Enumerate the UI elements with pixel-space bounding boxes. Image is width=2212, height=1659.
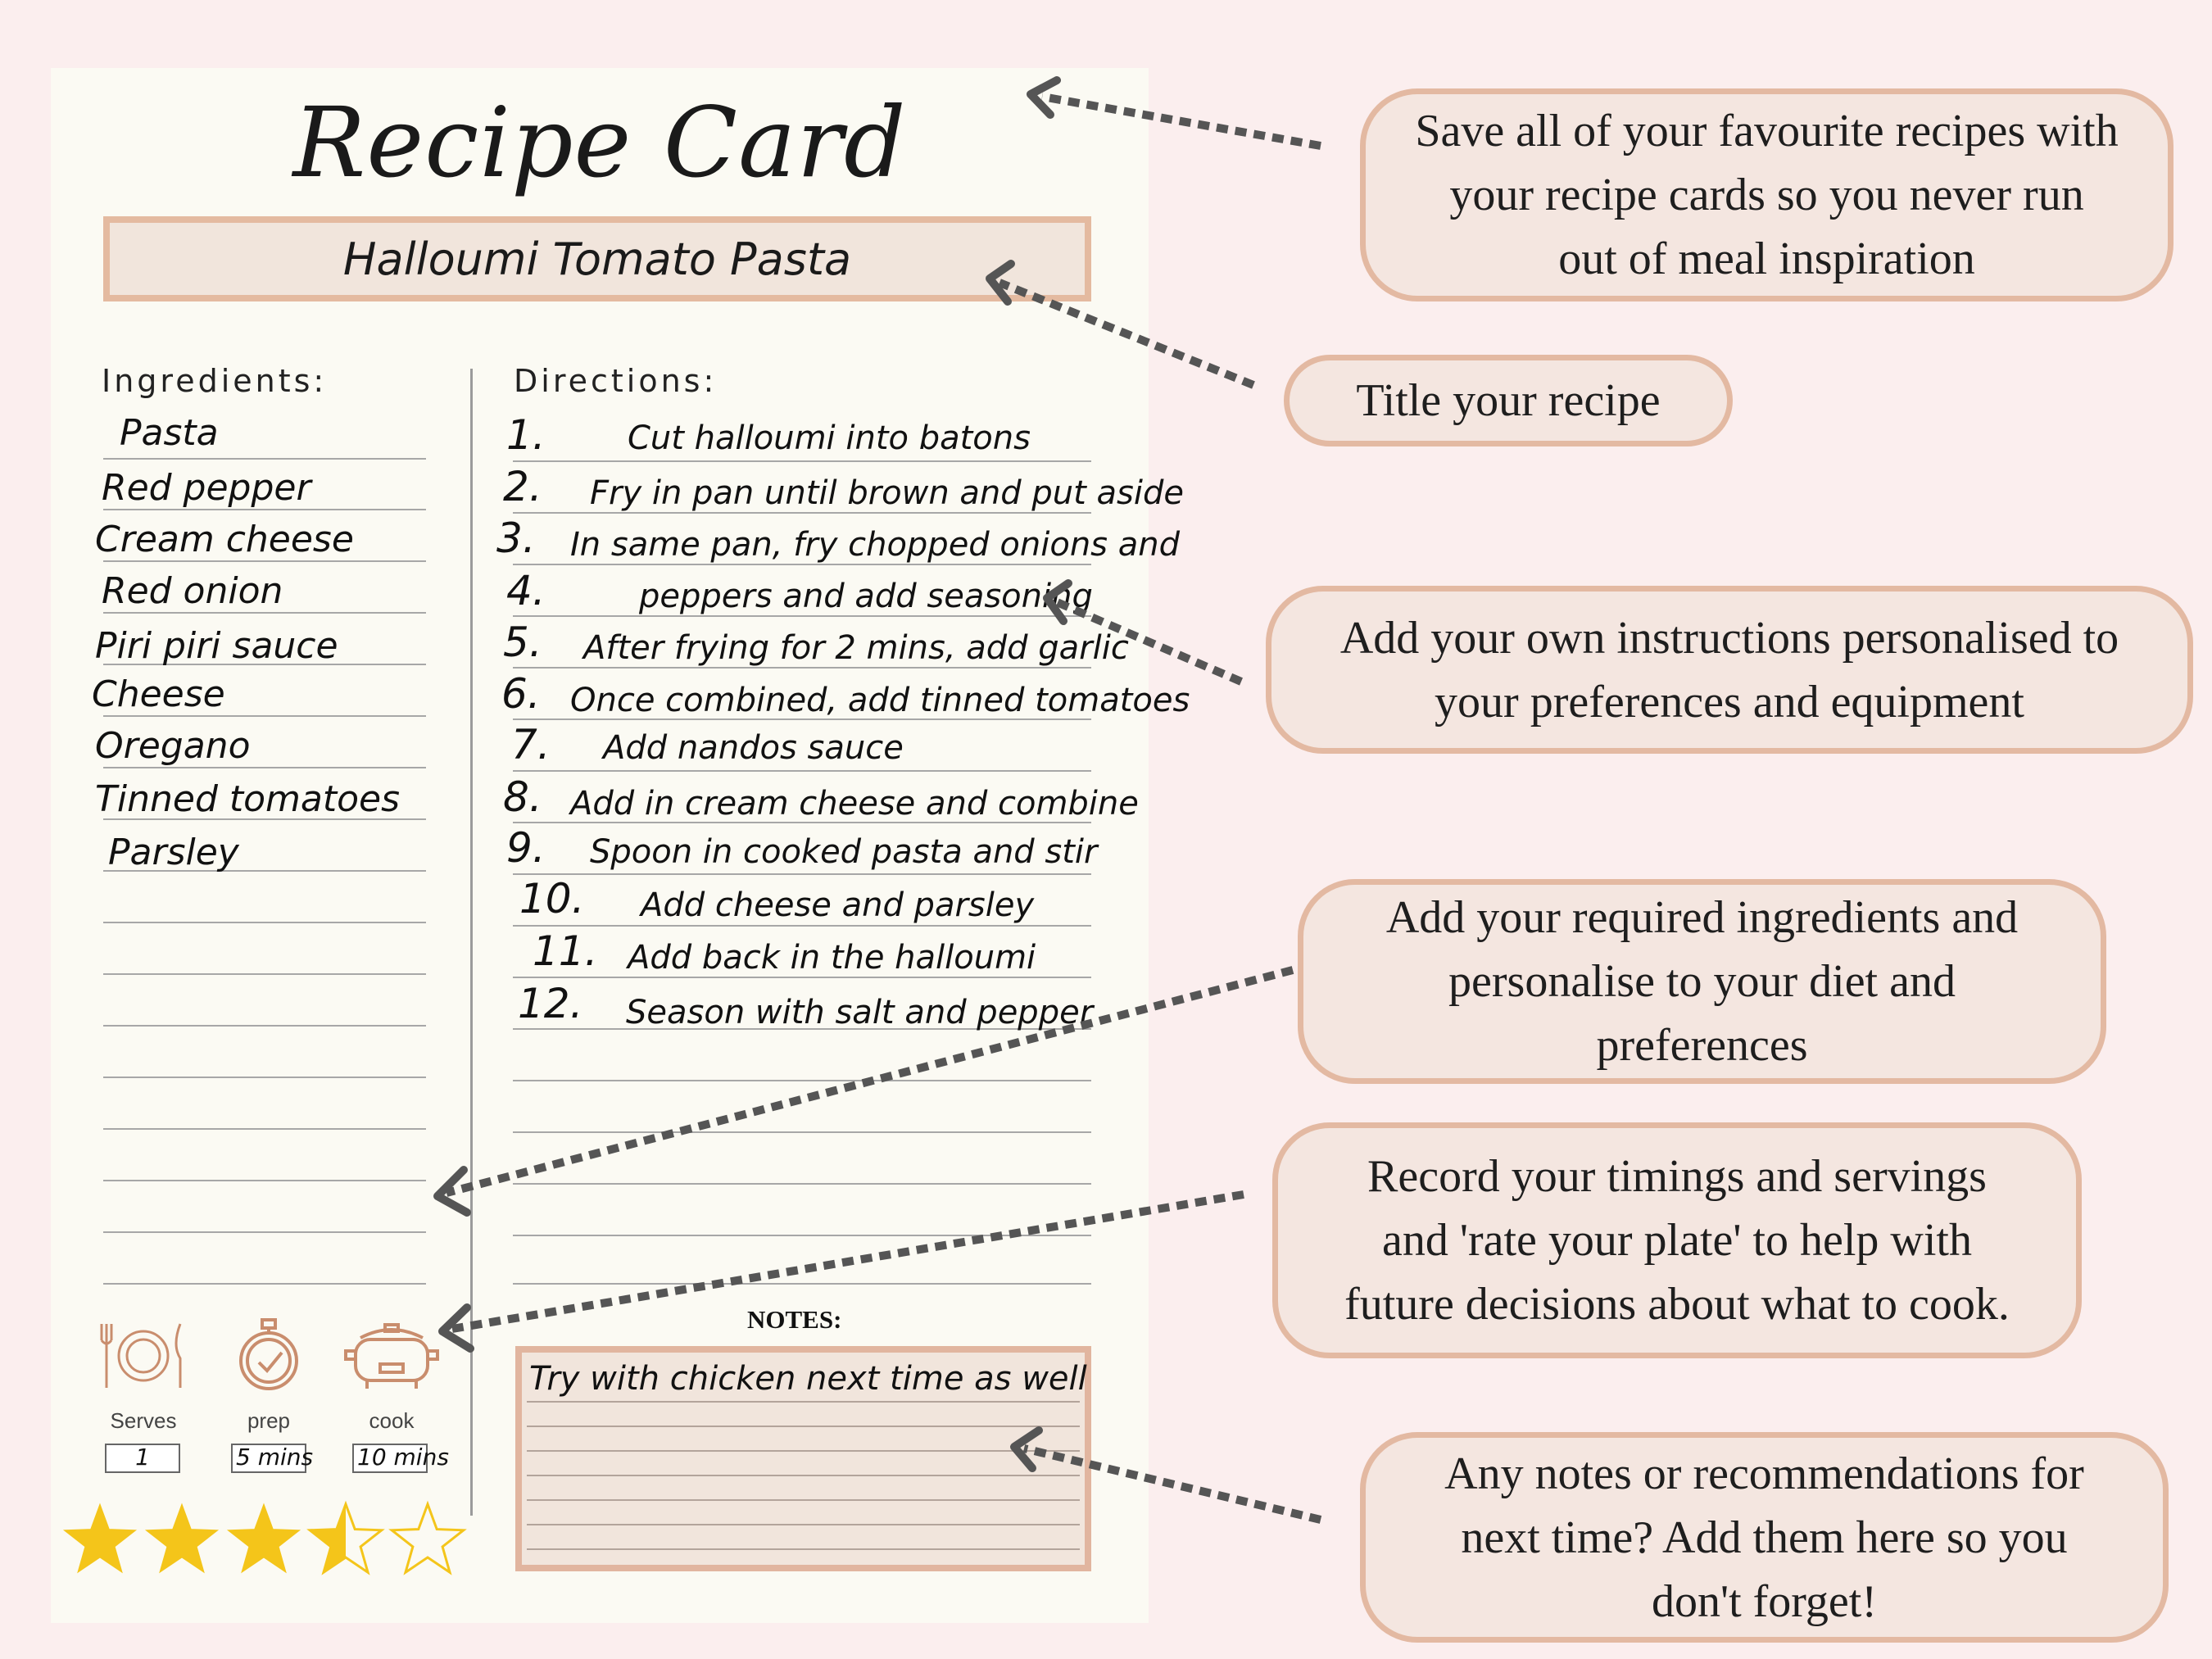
arrow-icon <box>452 1194 1244 1329</box>
callout-save-line: Save all of your favourite recipes with <box>1415 106 2119 156</box>
direction-number: 7. <box>511 721 551 768</box>
arrow-icon <box>999 283 1253 385</box>
callout-timings-line: Record your timings and servings <box>1367 1151 1987 1202</box>
direction-text[interactable]: Spoon in cooked pasta and stir <box>590 833 1098 871</box>
callout-save-line: your recipe cards so you never run <box>1449 170 2084 220</box>
ingredient-item[interactable]: Oregano <box>95 725 251 767</box>
callout-ingredients-line: preferences <box>1596 1020 1808 1071</box>
direction-number: 8. <box>503 773 542 821</box>
arrow-icon <box>1057 602 1241 682</box>
card-title: Recipe Card <box>292 86 907 199</box>
notes-text[interactable]: Try with chicken next time as well <box>529 1360 1087 1398</box>
direction-number: 9. <box>506 824 546 872</box>
direction-text[interactable]: Fry in pan until brown and put aside <box>590 474 1184 512</box>
callout-notes-line: don't forget! <box>1651 1575 1877 1627</box>
ingredient-item[interactable]: Tinned tomatoes <box>95 778 401 820</box>
direction-number: 4. <box>506 567 546 614</box>
ingredient-item[interactable]: Cream cheese <box>95 519 354 560</box>
directions-heading: Directions: <box>514 363 718 399</box>
direction-text[interactable]: Season with salt and pepper <box>626 994 1094 1031</box>
recipe-name: Halloumi Tomato Pasta <box>342 233 852 285</box>
callout-notes-line: Any notes or recommendations for <box>1444 1448 2084 1499</box>
direction-text[interactable]: Add cheese and parsley <box>641 886 1035 924</box>
direction-text[interactable]: Cut halloumi into batons <box>628 419 1031 457</box>
prep-input[interactable]: 5 mins <box>231 1444 306 1473</box>
callout-ingredients-line: Add your required ingredients and <box>1385 892 2019 943</box>
callout-ingredients-line: personalise to your diet and <box>1448 956 1956 1007</box>
serves-label: Serves <box>110 1408 177 1433</box>
callout-instructions-line: Add your own instructions personalised to <box>1339 612 2119 664</box>
callout-timings-line: and 'rate your plate' to help with <box>1382 1215 1972 1266</box>
direction-text[interactable]: In same pan, fry chopped onions and <box>570 526 1180 564</box>
cook-input[interactable]: 10 mins <box>352 1444 428 1473</box>
ingredient-item[interactable]: Piri piri sauce <box>95 625 338 667</box>
direction-text[interactable]: Once combined, add tinned tomatoes <box>570 682 1190 719</box>
direction-text[interactable]: Add nandos sauce <box>603 729 904 767</box>
direction-text[interactable]: Add in cream cheese and combine <box>570 785 1139 823</box>
notes-label: NOTES: <box>747 1305 842 1334</box>
ingredients-heading: Ingredients: <box>102 363 328 399</box>
direction-number: 12. <box>518 980 583 1027</box>
arrow-icon <box>1042 97 1321 146</box>
ingredient-item[interactable]: Pasta <box>120 412 219 454</box>
ingredient-item[interactable]: Red pepper <box>102 467 311 509</box>
callout-notes-line: next time? Add them here so you <box>1461 1512 2068 1563</box>
cook-label: cook <box>369 1408 415 1433</box>
direction-number: 11. <box>533 927 598 975</box>
prep-label: prep <box>247 1408 291 1433</box>
arrow-icon <box>1024 1448 1321 1520</box>
direction-number: 6. <box>501 670 541 718</box>
direction-text[interactable]: Add back in the halloumi <box>628 939 1036 977</box>
callout-timings-line: future decisions about what to cook. <box>1344 1279 2010 1330</box>
callout-instructions-line: your preferences and equipment <box>1435 676 2024 728</box>
ingredient-item[interactable]: Parsley <box>108 832 239 873</box>
direction-text[interactable]: peppers and add seasoning <box>639 578 1093 615</box>
direction-number: 2. <box>503 463 542 510</box>
direction-number: 1. <box>506 411 546 459</box>
direction-text[interactable]: After frying for 2 mins, add garlic <box>583 629 1129 667</box>
direction-number: 5. <box>503 619 542 666</box>
callout-save-line: out of meal inspiration <box>1558 233 1975 284</box>
arrow-icon <box>446 970 1293 1193</box>
direction-number: 10. <box>519 875 585 922</box>
ingredient-item[interactable]: Cheese <box>92 673 225 715</box>
direction-number: 3. <box>496 514 536 562</box>
callout-title-line: Title your recipe <box>1356 375 1661 426</box>
serves-input[interactable]: 1 <box>105 1444 180 1473</box>
ingredient-item[interactable]: Red onion <box>102 570 283 612</box>
